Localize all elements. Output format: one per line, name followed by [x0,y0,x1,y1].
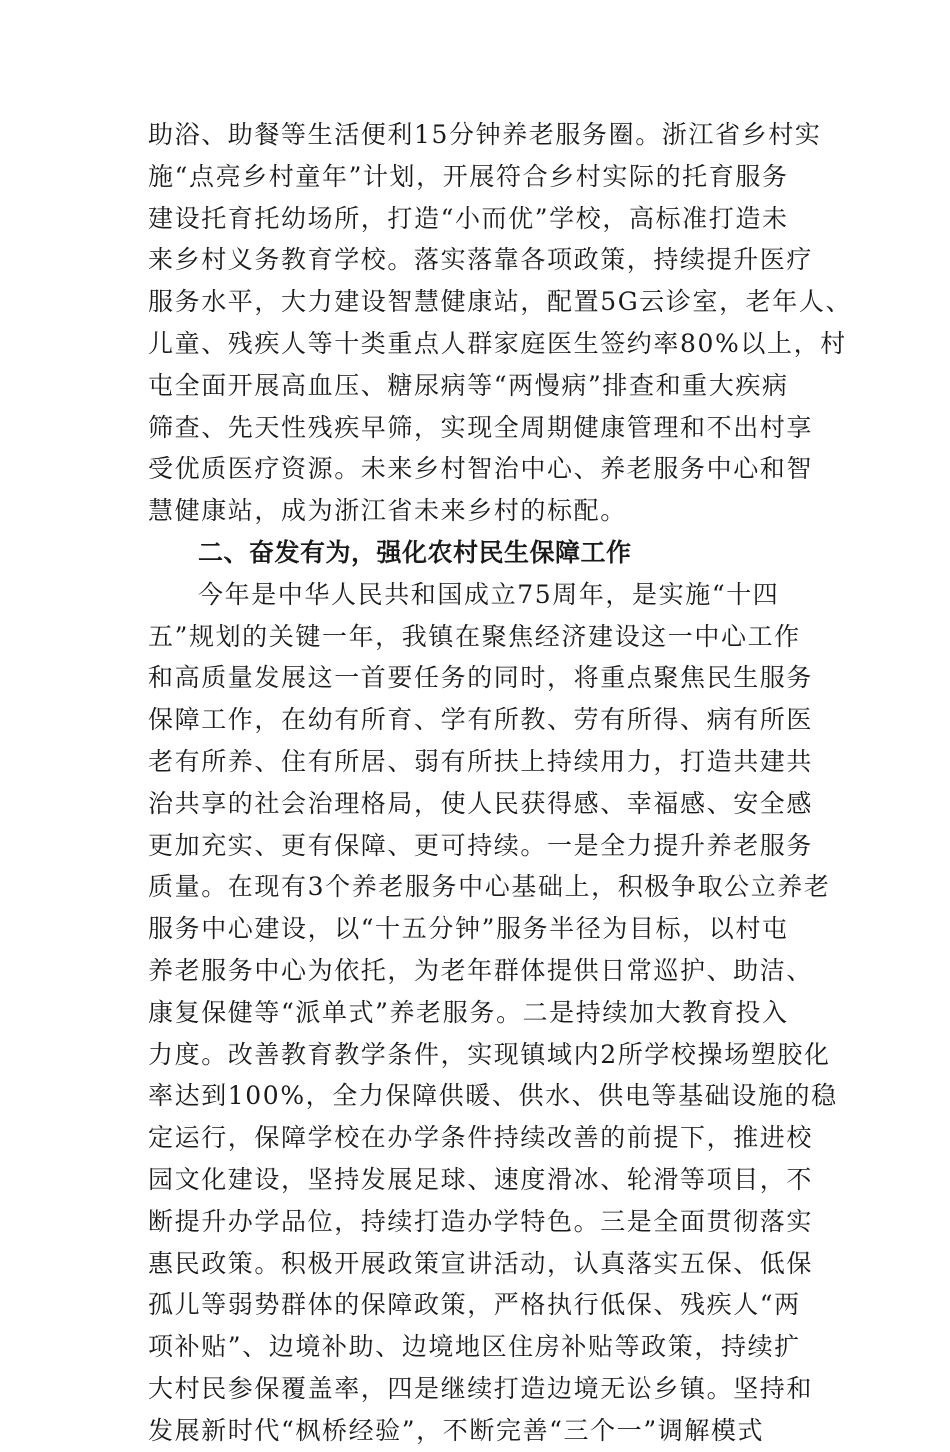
body-line: 惠民政策。积极开展政策宣讲活动，认真落实五保、低保 [148,1248,814,1278]
body-line: 服务水平，大力建设智慧健康站，配置5G云诊室，老年人、 [148,287,853,317]
body-line: 园文化建设，坚持发展足球、速度滑冰、轮滑等项目，不 [148,1164,814,1194]
paragraph-first-line: 今年是中华人民共和国成立75周年，是实施“十四 [198,579,780,609]
body-line: 受优质医疗资源。未来乡村智治中心、养老服务中心和智 [148,454,814,484]
body-line: 慧健康站，成为浙江省未来乡村的标配。 [148,496,627,526]
body-line: 治共享的社会治理格局，使人民获得感、幸福感、安全感 [148,788,814,818]
body-line: 来乡村义务教育学校。落实落靠各项政策，持续提升医疗 [148,245,814,275]
body-line: 五”规划的关键一年，我镇在聚焦经济建设这一中心工作 [148,621,801,651]
body-line: 项补贴”、边境补助、边境地区住房补贴等政策，持续扩 [148,1332,801,1362]
body-line: 更加充实、更有保障、更可持续。一是全力提升养老服务 [148,830,814,860]
body-line: 力度。改善教育教学条件，实现镇域内2所学校操场塑胶化 [148,1039,831,1069]
document-body [148,114,853,1452]
body-line: 和高质量发展这一首要任务的同时，将重点聚焦民生服务 [148,663,814,693]
body-line: 建设托育托幼场所，打造“小而优”学校，高标准打造未 [148,203,789,233]
body-line: 孤儿等弱势群体的保障政策，严格执行低保、残疾人“两 [148,1290,801,1320]
body-line: 筛查、先天性残疾早筛，实现全周期健康管理和不出村享 [148,412,814,442]
body-line: 率达到100%，全力保障供暖、供水、供电等基础设施的稳 [148,1081,838,1111]
body-line: 大村民参保覆盖率，四是继续打造边境无讼乡镇。坚持和 [148,1373,814,1403]
body-line: 质量。在现有3个养老服务中心基础上，积极争取公立养老 [148,872,831,902]
body-line: 保障工作，在幼有所育、学有所教、劳有所得、病有所医 [148,705,814,735]
body-line: 儿童、残疾人等十类重点人群家庭医生签约率80%以上，村 [148,328,847,358]
body-line: 屯全面开展高血压、糖尿病等“两慢病”排查和重大疾病 [148,370,789,400]
body-line: 施“点亮乡村童年”计划，开展符合乡村实际的托育服务 [148,161,789,191]
section-heading: 二、奋发有为，强化农村民生保障工作 [198,537,632,567]
body-line: 发展新时代“枫桥经验”，不断完善“三个一”调解模式 [148,1415,765,1445]
body-line: 养老服务中心为依托，为老年群体提供日常巡护、助洁、 [148,955,814,985]
body-line: 助浴、助餐等生活便利15分钟养老服务圈。浙江省乡村实 [148,120,822,149]
body-line: 断提升办学品位，持续打造办学特色。三是全面贯彻落实 [148,1206,814,1236]
body-line: 康复保健等“派单式”养老服务。二是持续加大教育投入 [148,997,789,1027]
body-line: 定运行，保障学校在办学条件持续改善的前提下，推进校 [148,1123,814,1153]
body-line: 老有所养、住有所居、弱有所扶上持续用力，打造共建共 [148,746,814,776]
body-line: 服务中心建设，以“十五分钟”服务半径为目标，以村屯 [148,914,789,944]
